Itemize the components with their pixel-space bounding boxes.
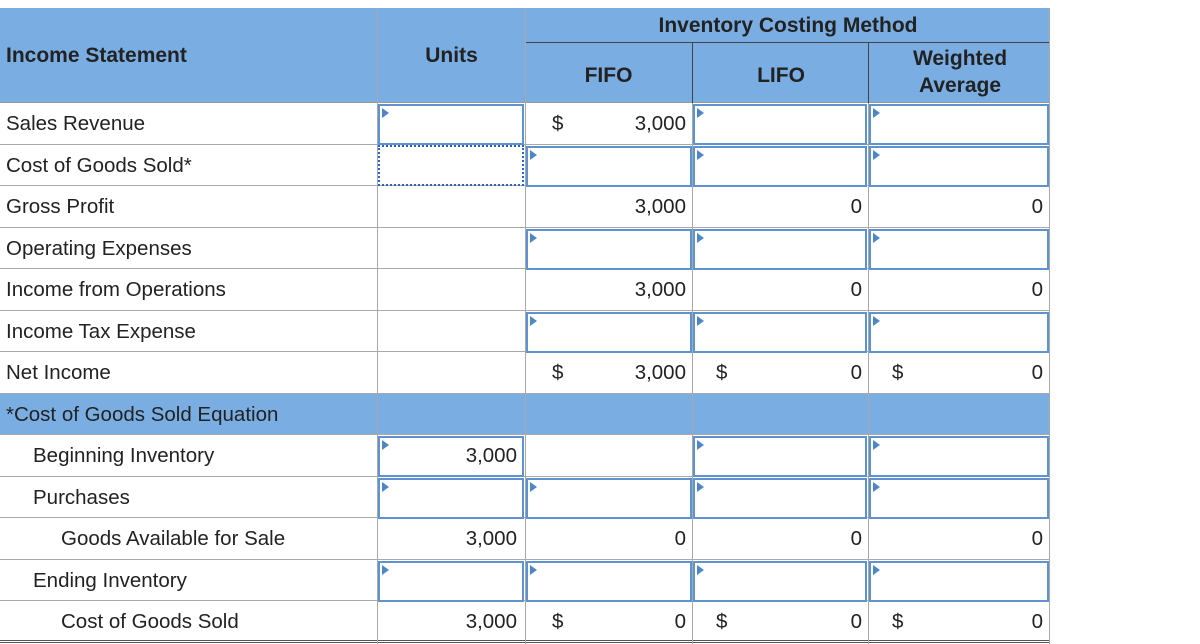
weighted-average-heading-line1: Weighted [912,47,1008,70]
gross-profit-fifo-value: 3,000 [634,195,686,218]
operating-expenses-lifo-input[interactable] [693,229,867,270]
ending-inventory-wavg-input[interactable] [869,561,1049,602]
currency-symbol: $ [716,610,728,633]
beginning-inventory-lifo-input[interactable] [693,436,867,477]
costing-method-divider [526,42,1050,43]
currency-symbol: $ [892,361,904,384]
header-divider [692,42,693,103]
cost-of-goods-sold-lifo-input[interactable] [693,146,867,187]
currency-symbol: $ [552,361,564,384]
sales-revenue-wavg-input[interactable] [869,104,1049,145]
goods-available-units-value: 3,000 [465,527,517,550]
header-costing-method [526,8,1050,103]
cost-of-goods-sold-label: Cost of Goods Sold* [6,153,192,177]
sales-revenue-units-input[interactable] [378,104,524,145]
header-divider [868,42,869,103]
income-tax-expense-lifo-input[interactable] [693,312,867,353]
cost-of-goods-sold-total-label: Cost of Goods Sold [61,610,239,633]
ending-inventory-lifo-input[interactable] [693,561,867,602]
gross-profit-wavg-value: 0 [1031,195,1043,218]
goods-available-label: Goods Available for Sale [61,527,286,550]
ending-inventory-units-input[interactable] [378,561,524,602]
header-divider [1049,8,1050,103]
net-income-lifo-value: 0 [850,361,862,384]
purchases-wavg-input[interactable] [869,478,1049,519]
beginning-inventory-wavg-input[interactable] [869,436,1049,477]
cost-of-goods-sold-wavg-input[interactable] [869,146,1049,187]
units-heading: Units [425,44,478,67]
gross-profit-lifo-value: 0 [850,195,862,218]
income-from-operations-lifo-value: 0 [850,278,862,301]
sales-revenue-fifo-value: 3,000 [634,112,686,135]
currency-symbol: $ [892,610,904,633]
income-from-operations-label: Income from Operations [6,278,226,301]
currency-symbol: $ [552,112,564,135]
purchases-units-input[interactable] [378,478,524,519]
purchases-fifo-input[interactable] [526,478,692,519]
income-from-operations-wavg-value: 0 [1031,278,1043,301]
cost-of-goods-sold-fifo-input[interactable] [526,146,692,187]
income-tax-expense-label: Income Tax Expense [6,319,196,343]
goods-available-fifo-value: 0 [674,527,686,550]
weighted-average-heading-line2: Average [918,74,1002,97]
cost-of-goods-sold-lifo-value: 0 [850,610,862,633]
grid-line [1049,103,1050,644]
operating-expenses-fifo-input[interactable] [526,229,692,270]
header-divider [377,8,378,103]
fifo-heading: FIFO [584,64,633,87]
cost-of-goods-sold-units-selection[interactable] [378,145,524,186]
purchases-label: Purchases [33,485,130,509]
lifo-heading: LIFO [757,64,805,87]
income-statement-heading: Income Statement [6,44,187,67]
operating-expenses-wavg-input[interactable] [869,229,1049,270]
ending-inventory-label: Ending Inventory [33,568,187,592]
income-from-operations-fifo-value: 3,000 [634,278,686,301]
gross-profit-label: Gross Profit [6,195,115,218]
beginning-inventory-units-value: 3,000 [465,444,517,467]
cogs-equation-label: *Cost of Goods Sold Equation [6,402,279,426]
header-income-statement [0,8,377,103]
net-income-wavg-value: 0 [1031,361,1043,384]
net-income-label: Net Income [6,361,111,384]
cost-of-goods-sold-fifo-value: 0 [674,610,686,633]
income-tax-expense-fifo-input[interactable] [526,312,692,353]
cost-of-goods-sold-wavg-value: 0 [1031,610,1043,633]
header-units [378,8,525,103]
currency-symbol: $ [716,361,728,384]
net-income-fifo-value: 3,000 [634,361,686,384]
sales-revenue-lifo-input[interactable] [693,104,867,145]
currency-symbol: $ [552,610,564,633]
cost-of-goods-sold-units-value: 3,000 [465,610,517,633]
income-tax-expense-wavg-input[interactable] [869,312,1049,353]
header-divider [525,8,526,103]
purchases-lifo-input[interactable] [693,478,867,519]
goods-available-lifo-value: 0 [850,527,862,550]
ending-inventory-fifo-input[interactable] [526,561,692,602]
inventory-costing-method-heading: Inventory Costing Method [658,14,918,37]
beginning-inventory-label: Beginning Inventory [33,444,215,467]
sales-revenue-label: Sales Revenue [6,112,146,135]
goods-available-wavg-value: 0 [1031,527,1043,550]
operating-expenses-label: Operating Expenses [6,236,192,260]
